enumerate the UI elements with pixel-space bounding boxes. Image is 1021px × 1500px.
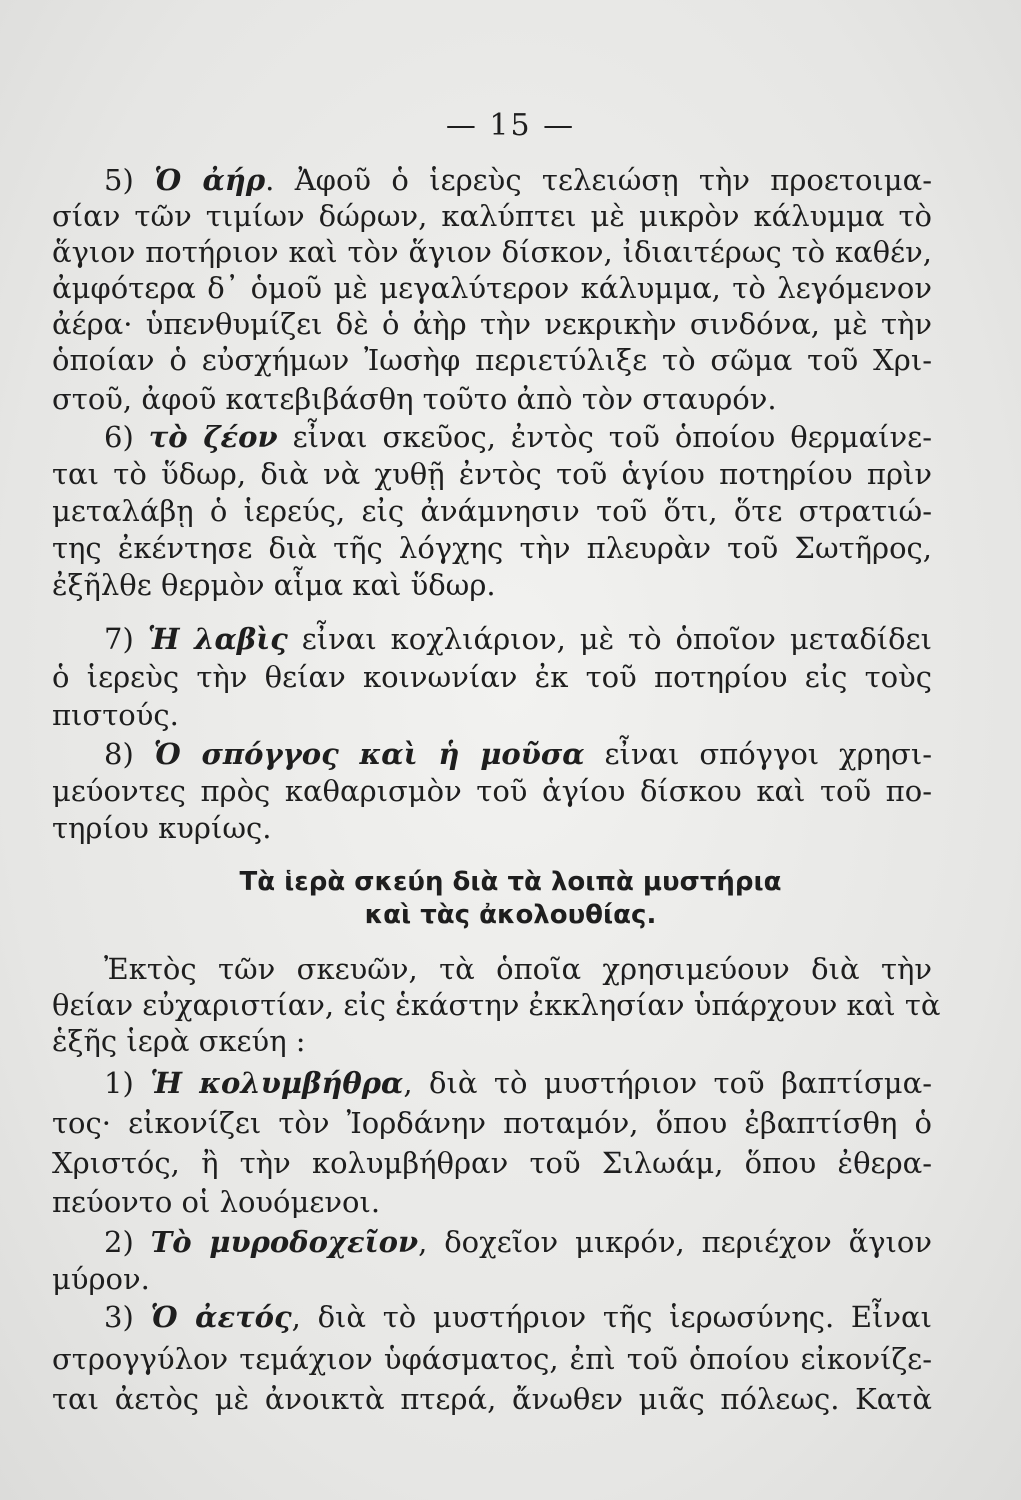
item-title: Ὁ σπόγγος καὶ ἡ μοῦσα [153, 737, 585, 771]
line-text: , διὰ τὸ μυστήριον τῆς ἱερωσύνης. Εἶναι [291, 1300, 932, 1334]
text-line: ὁποίαν ὁ εὐσχήμων Ἰωσὴφ περιετύλιξε τὸ σῶμα τοῦ Χρι- [52, 343, 932, 377]
text-line: ται τὸ ὕδωρ, διὰ νὰ χυθῇ ἐντὸς τοῦ ἁγίου ποτηρίου πρὶν [52, 457, 932, 491]
item-title: Ὁ ἀήρ [154, 163, 266, 197]
text-line: ἐξῆλθε θερμὸν αἷμα καὶ ὕδωρ. [52, 568, 496, 602]
text-line: ὁ ἱερεὺς τὴν θείαν κοινωνίαν ἐκ τοῦ ποτηρίου εἰς τοὺς [52, 660, 932, 694]
item-title: τὸ ζέον [148, 420, 278, 454]
page-number: — 15 — [445, 108, 576, 143]
text-line [104, 163, 932, 197]
text-line: πεύοντο οἱ λουόμενοι. [52, 1185, 381, 1219]
text-line [104, 1300, 932, 1334]
item-number: 7) [104, 622, 148, 656]
text-line [104, 1225, 932, 1259]
text-line [104, 737, 932, 771]
text-line: Χριστός, ἢ τὴν κολυμβήθραν τοῦ Σιλωάμ, ὅπου ἐθερα- [52, 1146, 932, 1180]
line-text: εἶναι σκεῦος, ἐντὸς τοῦ ὁποίου θερμαίνε- [277, 420, 932, 454]
item-number: 6) [104, 420, 149, 454]
item-title: Ὁ ἀετός [150, 1300, 292, 1334]
text-line: μύρον. [52, 1262, 150, 1296]
item-number: 8) [104, 737, 154, 771]
item-title: Τὸ μυροδοχεῖον [150, 1225, 419, 1259]
line-text: εἶναι σπόγγοι χρησι- [584, 737, 933, 771]
item-number: 5) [104, 163, 155, 197]
item-title: Ἡ κολυμβήθρα [150, 1066, 404, 1100]
text-line: ἅγιον ποτήριον καὶ τὸν ἅγιον δίσκον, ἰδιαιτέρως τὸ καθέν, [52, 235, 932, 269]
text-line: θείαν εὐχαριστίαν, εἰς ἑκάστην ἐκκλησίαν ὑπάρχουν καὶ τὰ [52, 988, 941, 1022]
text-line: Ἐκτὸς τῶν σκευῶν, τὰ ὁποῖα χρησιμεύουν διὰ τὴν [104, 952, 932, 986]
line-text: , διὰ τὸ μυστήριον τοῦ βαπτίσμα- [403, 1066, 932, 1100]
text-line: ἀέρα· ὑπενθυμίζει δὲ ὁ ἀὴρ τὴν νεκρικὴν σινδόνα, μὲ τὴν [52, 307, 932, 341]
text-line: στοῦ, ἀφοῦ κατεβιβάσθη τοῦτο ἀπὸ τὸν σταυρόν. [52, 382, 777, 416]
item-number: 1) [104, 1066, 151, 1100]
text-line: σίαν τῶν τιμίων δώρων, καλύπτει μὲ μικρὸν κάλυμμα τὸ [52, 199, 932, 233]
line-text: , δοχεῖον μικρόν, περιέχον ἅγιον [418, 1225, 932, 1259]
text-line: τος· εἰκονίζει τὸν Ἰορδάνην ποταμόν, ὅπου ἐβαπτίσθη ὁ [52, 1106, 932, 1140]
text-line [104, 622, 932, 656]
item-number: 3) [104, 1300, 151, 1334]
text-line: ἀμφότερα δ᾽ ὁμοῦ μὲ μεγαλύτερον κάλυμμα, τὸ λεγόμενον [52, 271, 932, 305]
item-title: Ἡ λαβὶς [147, 622, 288, 656]
text-line: τηρίου κυρίως. [52, 811, 272, 845]
item-number: 2) [104, 1225, 151, 1259]
text-line: στρογγύλον τεμάχιον ὑφάσματος, ἐπὶ τοῦ ὁποίου εἰκονίζε- [52, 1342, 932, 1376]
text-line: ται ἀετὸς μὲ ἀνοικτὰ πτερά, ἄνωθεν μιᾶς πόλεως. Κατὰ [52, 1382, 932, 1416]
text-line: μεύοντες πρὸς καθαρισμὸν τοῦ ἁγίου δίσκου καὶ τοῦ πο- [52, 774, 932, 808]
text-line: πιστούς. [52, 698, 179, 732]
text-line: της ἐκέντησε διὰ τῆς λόγχης τὴν πλευρὰν τοῦ Σωτῆρος, [52, 531, 932, 565]
text-line [104, 420, 932, 454]
line-text: . Ἀφοῦ ὁ ἱερεὺς τελειώσῃ τὴν προετοιμα- [265, 163, 933, 197]
section-heading-line-2: καὶ τὰς ἀκολουθίας. [364, 900, 657, 930]
line-text: εἶναι κοχλιάριον, μὲ τὸ ὁποῖον μεταδίδει [287, 622, 932, 656]
text-line [104, 1066, 932, 1100]
text-line: ἑξῆς ἱερὰ σκεύη : [52, 1024, 306, 1058]
section-heading-line-1: Τὰ ἱερὰ σκεύη διὰ τὰ λοιπὰ μυστήρια [239, 867, 782, 897]
text-line: μεταλάβῃ ὁ ἱερεύς, εἰς ἀνάμνησιν τοῦ ὅτι, ὅτε στρατιώ- [52, 494, 932, 528]
